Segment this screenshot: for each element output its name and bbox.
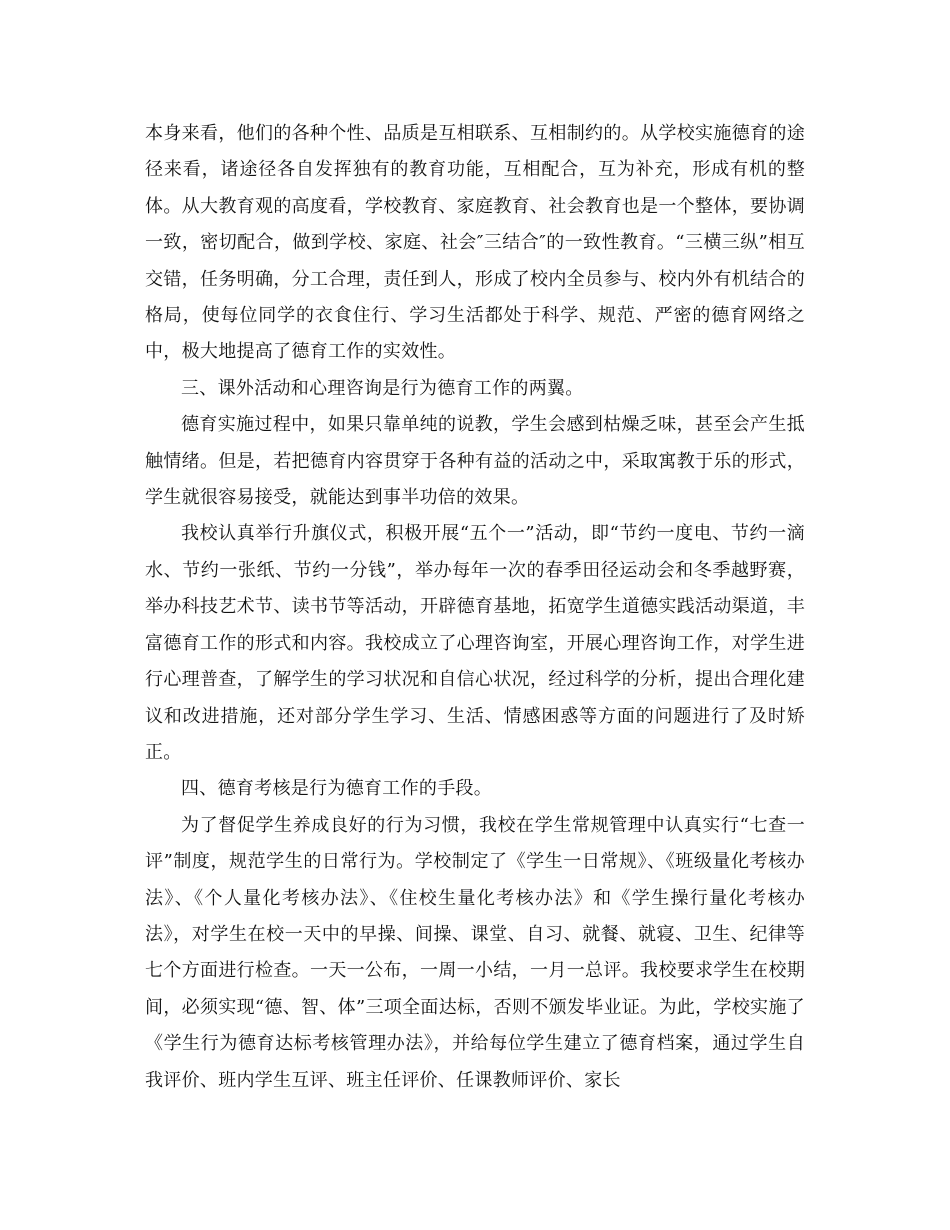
section-heading-four: 四、德育考核是行为德育工作的手段。: [181, 778, 493, 800]
paragraph-activities-detail: 我校认真举行升旗仪式，积极开展“五个一”活动，即“节约一度电、节约一滴水、节约一张纸、节约一分钱”，举办每年一次的春季田径运动会和冬季越野赛，举办科技艺术节、读书节等活动，开辟德育基地，拓宽学生道德实践活动渠道，丰富德育工作的形式和内容。我校成立了心理咨询室，开展心理咨询工作，对学生进行心理普查，了解学生的学习状况和自信心状况，经过科学的分析，提出合理化建议和改进措施，还对部分学生学习、生活、情感困惑等方面的问题进行了及时矫正。: [145, 523, 805, 763]
paragraph-assessment: 为了督促学生养成良好的行为习惯，我校在学生常规管理中认真实行“七查一评”制度，规范学生的日常行为。学校制定了《学生一日常规》、《班级量化考核办法》、《个人量化考核办法》、《住校生量化考核办法》和《学生操行量化考核办法》，对学生在校一天中的早操、间操、课堂、自习、就餐、就寝、卫生、纪律等七个方面进行检查。一天一公布，一周一小结，一月一总评。我校要求学生在校期间，必须实现“德、智、体”三项全面达标，否则不颁发毕业证。为此，学校实施了《学生行为德育达标考核管理办法》，并给每位学生建立了德育档案，通过学生自我评价、班内学生互评、班主任评价、任课教师评价、家长: [145, 814, 805, 1091]
section-heading-three: 三、课外活动和心理咨询是行为德育工作的两翼。: [181, 377, 584, 399]
paragraph-continuation: 本身来看，他们的各种个性、品质是互相联系、互相制约的。从学校实施德育的途径来看，诸途径各自发挥独有的教育功能，互相配合，互为补充，形成有机的整体。从大教育观的高度看，学校教育、家庭教育、社会教育也是一个整体，要协调一致，密切配合，做到学校、家庭、社会″三结合″的一致性教育。“三横三纵”相互交错，任务明确，分工合理，责任到人，形成了校内全员参与、校内外有机结合的格局，使每位同学的衣食住行、学习生活都处于科学、规范、严密的德育网络之中，极大地提高了德育工作的实效性。: [145, 123, 805, 363]
document-body: [145, 116, 805, 1099]
paragraph-activities-intro: 德育实施过程中，如果只靠单纯的说教，学生会感到枯燥乏味，甚至会产生抵触情绪。但是，若把德育内容贯穿于各种有益的活动之中，采取寓教于乐的形式，学生就很容易接受，就能达到事半功倍的效果。: [145, 414, 805, 509]
